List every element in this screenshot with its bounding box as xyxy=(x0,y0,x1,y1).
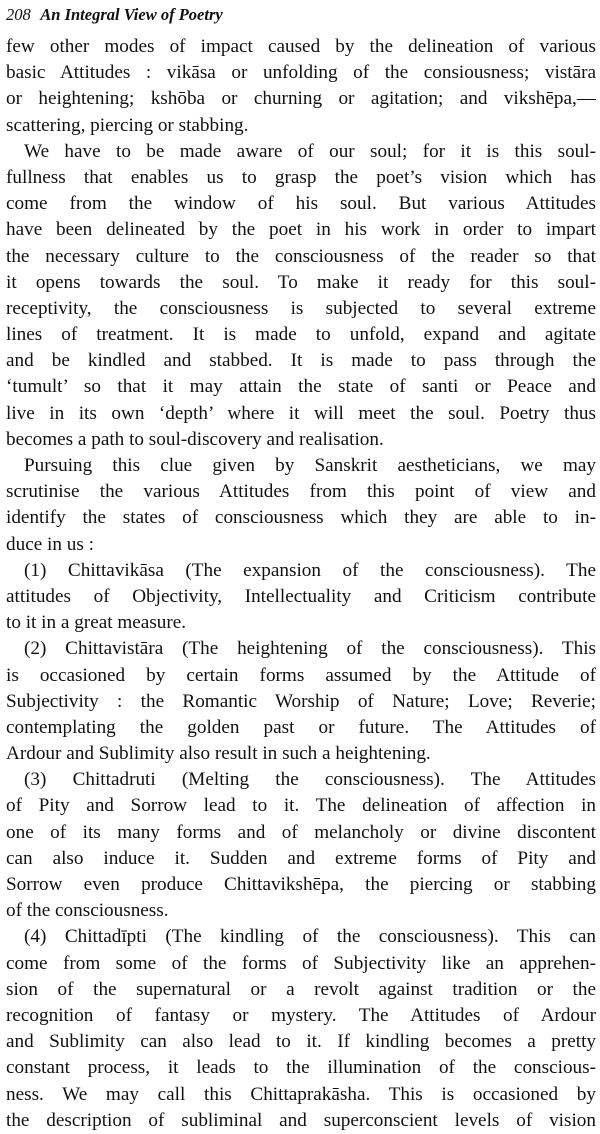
text-line: fullness that enables us to grasp the poet’s vision which has xyxy=(6,166,596,188)
text-line: (2) Chittavistāra (The heightening of the consciousness). This xyxy=(24,638,596,660)
text-line: come from some of the forms of Subjectivity like an apprehen- xyxy=(6,952,596,974)
text-line: scattering, piercing or stabbing. xyxy=(6,114,249,136)
text-line: it opens towards the soul. To make it ready for this soul- xyxy=(6,271,596,293)
running-head xyxy=(6,0,596,34)
text-line: (3) Chittadruti (Melting the consciousness). The Attitudes xyxy=(24,769,596,791)
text-line: scrutinise the various Attitudes from this point of view and xyxy=(6,481,596,503)
text-line: Sorrow even produce Chittavikshēpa, the piercing or stabbing xyxy=(6,874,596,895)
text-line: becomes a path to soul-discovery and realisation. xyxy=(6,428,384,450)
text-line: the necessary culture to the consciousness of the reader so that xyxy=(6,245,596,267)
text-line: lines of treatment. It is made to unfold, expand and agitate xyxy=(6,324,596,346)
text-line: (1) Chittavikāsa (The expansion of the consciousness). The xyxy=(24,559,596,581)
text-line: can also induce it. Sudden and extreme forms of Pity and xyxy=(6,847,596,869)
text-line: recognition of fantasy or mystery. The Attitudes of Ardour xyxy=(6,1004,596,1026)
text-line: and Sublimity can also lead to it. If kindling becomes a pretty xyxy=(6,1031,596,1053)
text-line: contemplating the golden past or future. The Attitudes of xyxy=(6,716,596,738)
text-line: one of its many forms and of melancholy or divine discontent xyxy=(6,821,596,843)
text-line: the description of subliminal and superconscient levels of vision xyxy=(6,1109,596,1131)
text-line: come from the window of his soul. But various Attitudes xyxy=(6,193,596,215)
text-line: and be kindled and stabbed. It is made to pass through the xyxy=(6,350,596,372)
text-line: We have to be made aware of our soul; for it is this soul- xyxy=(24,140,596,162)
text-line: have been delineated by the poet in his work in order to impart xyxy=(6,219,596,241)
text-line: duce in us : xyxy=(6,533,94,555)
running-head-title: An Integral View of Poetry xyxy=(40,5,223,24)
text-line: is occasioned by certain forms assumed by the Attitude of xyxy=(6,664,596,686)
page-number: 208 xyxy=(6,5,31,24)
text-line: live in its own ‘depth’ where it will meet the soul. Poetry thus xyxy=(6,402,596,424)
text-line: sion of the supernatural or a revolt against tradition or the xyxy=(6,978,596,1000)
text-line: of Pity and Sorrow lead to it. The delineation of affection in xyxy=(6,795,596,817)
text-line: constant process, it leads to the illumination of the conscious- xyxy=(6,1057,596,1079)
text-line: Ardour and Sublimity also result in such a heightening. xyxy=(6,743,431,765)
text-line: ness. We may call this Chittaprakāsha. This is occasioned by xyxy=(6,1083,596,1105)
text-line: of the consciousness. xyxy=(6,900,169,922)
text-line: to it in a great measure. xyxy=(6,612,187,634)
text-line: attitudes of Objectivity, Intellectuality and Criticism contribute xyxy=(6,585,596,607)
text-line: few other modes of impact caused by the delineation of various xyxy=(6,36,596,57)
text-line: Subjectivity : the Romantic Worship of Nature; Love; Reverie; xyxy=(6,690,596,712)
text-line: ‘tumult’ so that it may attain the state of santi or Peace and xyxy=(6,376,596,398)
text-line: basic Attitudes : vikāsa or unfolding of the consiousness; vistāra xyxy=(6,62,596,84)
body-text xyxy=(6,34,596,1134)
text-line: receptivity, the consciousness is subjected to several extreme xyxy=(6,297,596,319)
text-line: (4) Chittadīpti (The kindling of the consciousness). This can xyxy=(24,926,596,948)
text-line: Pursuing this clue given by Sanskrit aestheticians, we may xyxy=(24,455,596,476)
text-line: or heightening; kshōba or churning or agitation; and vikshēpa,— xyxy=(6,88,596,110)
text-line: identify the states of consciousness which they are able to in- xyxy=(6,507,596,529)
